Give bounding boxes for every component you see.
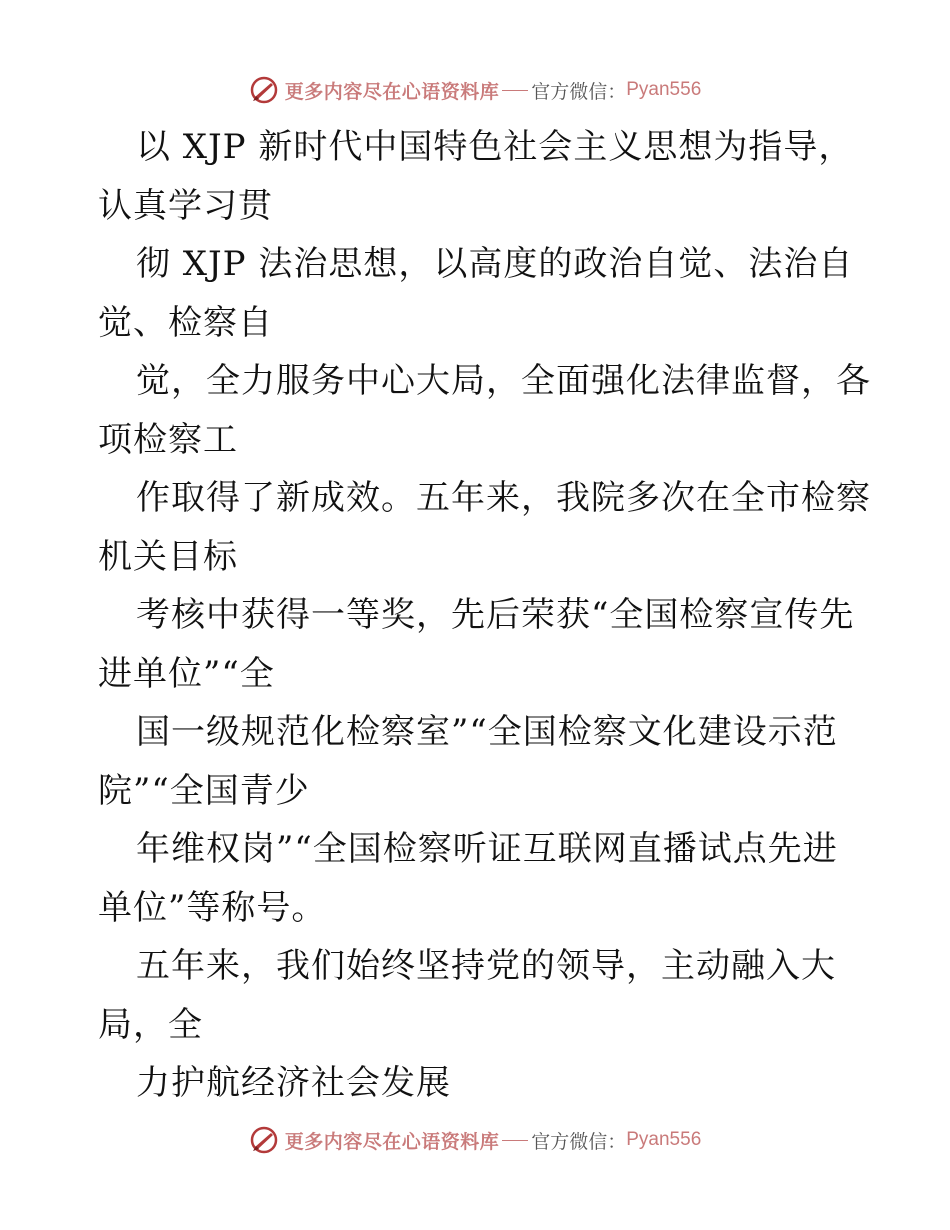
watermark-wechat-id: Pyan556 xyxy=(626,1129,702,1150)
footer-watermark xyxy=(0,1120,950,1160)
watermark-dash xyxy=(502,1140,528,1141)
watermark-official-label: 官方微信： xyxy=(531,1130,627,1153)
text-line: 单位”等称号。 xyxy=(98,887,327,928)
document-body xyxy=(98,118,878,1113)
pen-logo-icon xyxy=(249,1125,279,1155)
text-line: 局，全 xyxy=(98,1004,203,1045)
text-line: 力护航经济社会发展 xyxy=(136,1063,451,1103)
text-line: 考核中获得一等奖，先后荣获“全国检察宣传先 xyxy=(136,595,855,635)
header-watermark xyxy=(0,70,950,110)
text-line: 作取得了新成效。五年来，我院多次在全市检察 xyxy=(136,478,871,518)
text-line: 觉、检察自 xyxy=(98,302,273,343)
pen-logo-icon xyxy=(249,75,279,105)
text-line: 项检察工 xyxy=(98,419,238,460)
watermark-site-text: 更多内容尽在心语资料库 xyxy=(284,1130,500,1153)
text-line: 以 XJP 新时代中国特色社会主义思想为指导， xyxy=(136,127,854,167)
text-line: 彻 XJP 法治思想，以高度的政治自觉、法治自 xyxy=(136,244,854,284)
text-line: 年维权岗”“全国检察听证互联网直播试点先进 xyxy=(136,829,838,869)
watermark-site-text: 更多内容尽在心语资料库 xyxy=(284,80,500,103)
watermark-wechat-id: Pyan556 xyxy=(626,79,702,100)
watermark-dash xyxy=(502,90,528,91)
text-line: 机关目标 xyxy=(98,536,238,577)
text-line: 认真学习贯 xyxy=(98,185,273,226)
text-line: 五年来，我们始终坚持党的领导，主动融入大 xyxy=(136,946,836,986)
text-line: 国一级规范化检察室”“全国检察文化建设示范 xyxy=(136,712,838,752)
watermark-official-label: 官方微信： xyxy=(531,80,627,103)
text-line: 觉，全力服务中心大局，全面强化法律监督，各 xyxy=(136,361,871,401)
text-line: 院”“全国青少 xyxy=(98,770,310,811)
text-line: 进单位”“全 xyxy=(98,653,275,694)
